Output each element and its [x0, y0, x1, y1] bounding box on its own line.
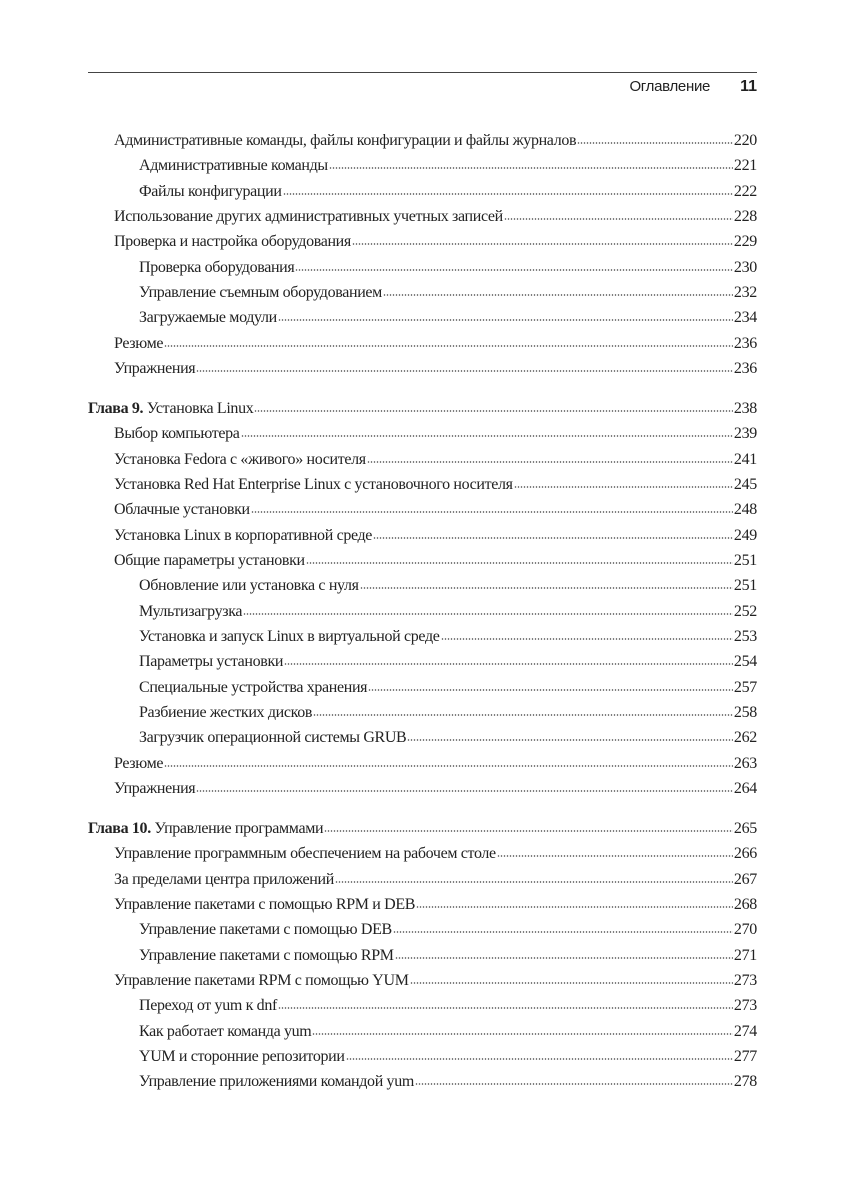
toc-entry[interactable]	[88, 675, 757, 700]
entry-label	[114, 204, 503, 229]
header-rule	[88, 72, 757, 73]
entry-title: Установка Linux в корпоративной среде	[114, 526, 373, 544]
dot-leader	[415, 1083, 733, 1085]
entry-title: Выбор компьютера	[114, 425, 240, 443]
toc-entry[interactable]	[88, 649, 757, 674]
entry-page: 251	[733, 552, 757, 569]
entry-title: YUM и сторонние репозитории	[139, 1048, 345, 1066]
entry-label	[88, 816, 323, 841]
dot-leader	[395, 957, 733, 959]
entry-title: Управление приложениями командой yum	[139, 1073, 414, 1091]
entry-page: 221	[733, 157, 757, 175]
entry-label	[139, 917, 392, 942]
entry-title: Управление съемным оборудованием	[139, 284, 382, 302]
entry-page: 230	[733, 258, 757, 276]
toc-entry[interactable]	[88, 1069, 757, 1094]
entry-label	[114, 421, 240, 446]
entry-page: 254	[733, 653, 757, 671]
entry-label	[139, 1069, 414, 1094]
dot-leader	[306, 562, 733, 564]
dot-leader	[352, 243, 733, 245]
dot-leader	[284, 663, 733, 665]
toc-entry[interactable]	[88, 917, 757, 942]
toc-entry[interactable]	[88, 255, 757, 280]
toc-entry[interactable]	[88, 968, 757, 993]
dot-leader	[577, 142, 733, 144]
entry-label	[139, 255, 294, 280]
dot-leader	[410, 982, 733, 984]
entry-title: Управление пакетами с помощью RPM и DEB	[114, 895, 416, 913]
entry-title: Использование других административных учетных записей	[114, 208, 503, 226]
chapter-number: Глава 9.	[88, 399, 144, 417]
entry-page: 232	[733, 284, 757, 302]
entry-page: 267	[733, 870, 757, 888]
entry-title: Разбиение жестких дисков	[139, 704, 313, 722]
toc-entry[interactable]	[88, 179, 757, 204]
entry-title: Как работает команда yum	[139, 1022, 312, 1040]
dot-leader	[243, 613, 733, 615]
entry-page: 262	[733, 729, 757, 747]
entry-title: За пределами центра приложений	[114, 870, 334, 888]
entry-title: Управление пакетами RPM с помощью YUM	[114, 972, 409, 989]
entry-title: Административные команды	[139, 157, 328, 175]
entry-page: 228	[733, 208, 757, 226]
entry-title: Переход от yum к dnf	[139, 997, 277, 1015]
toc-entry[interactable]	[88, 523, 757, 548]
toc-entry[interactable]	[88, 153, 757, 178]
entry-page: 273	[733, 997, 757, 1015]
entry-label	[139, 179, 282, 204]
entry-label	[114, 892, 415, 917]
dot-leader	[416, 906, 733, 908]
entry-page: 265	[733, 819, 757, 837]
dot-leader	[393, 931, 733, 933]
entry-page: 222	[733, 182, 757, 200]
entry-label	[139, 725, 406, 750]
entry-page: 264	[733, 780, 757, 798]
dot-leader	[497, 855, 733, 857]
dot-leader	[283, 193, 733, 195]
entry-label	[114, 776, 195, 801]
entry-title: Резюме	[114, 754, 164, 772]
toc-entry[interactable]	[88, 700, 757, 725]
toc-entry[interactable]	[88, 841, 757, 866]
section-title: Оглавление	[629, 78, 711, 95]
entry-label	[139, 624, 440, 649]
entry-label	[114, 968, 409, 993]
entry-page: 258	[733, 704, 757, 722]
dot-leader	[278, 1007, 733, 1009]
entry-page: 239	[733, 425, 757, 443]
entry-page: 236	[733, 334, 757, 352]
entry-label	[139, 649, 283, 674]
entry-title: Установка и запуск Linux в виртуальной среде	[139, 628, 440, 646]
entry-title: Установка Linux	[146, 399, 254, 417]
toc-entry[interactable]	[88, 204, 757, 229]
entry-page: 277	[733, 1048, 757, 1066]
toc-entry[interactable]	[88, 229, 757, 254]
dot-leader	[196, 370, 733, 372]
toc-group	[88, 396, 757, 802]
entry-label	[114, 867, 334, 892]
entry-page: 270	[733, 921, 757, 939]
entry-title: Общие параметры установки	[114, 552, 305, 569]
dot-leader	[407, 739, 733, 741]
entry-title: Загрузчик операционной системы GRUB	[139, 729, 407, 747]
entry-title: Установка Fedora с «живого» носителя	[114, 450, 366, 468]
dot-leader	[164, 345, 733, 347]
entry-label	[114, 128, 576, 153]
dot-leader	[313, 714, 733, 716]
dot-leader	[346, 1058, 733, 1060]
toc-entry[interactable]	[88, 993, 757, 1018]
entry-title: Установка Red Hat Enterprise Linux с установочного носителя	[114, 475, 513, 493]
entry-page: 238	[733, 399, 757, 417]
entry-label	[114, 356, 195, 381]
dot-leader	[278, 319, 733, 321]
dot-leader	[164, 765, 733, 767]
entry-label	[114, 497, 250, 522]
entry-title: Проверка оборудования	[139, 258, 295, 276]
entry-page: 249	[733, 526, 757, 544]
entry-title: Загружаемые модули	[139, 309, 277, 327]
toc-entry[interactable]	[88, 892, 757, 917]
dot-leader	[335, 881, 733, 883]
entry-label	[114, 841, 496, 866]
chapter-number: Глава 10.	[88, 819, 151, 837]
entry-page: 241	[733, 450, 757, 468]
entry-title: Обновление или установка с нуля	[139, 577, 359, 595]
toc-group	[88, 816, 757, 1095]
entry-label	[139, 280, 382, 305]
entry-title: Административные команды, файлы конфигурации и файлы журналов	[114, 132, 577, 149]
entry-label	[139, 1019, 311, 1044]
entry-page: 271	[733, 946, 757, 964]
entry-title: Параметры установки	[139, 653, 284, 671]
entry-page: 236	[733, 360, 757, 378]
toc-entry[interactable]	[88, 548, 757, 573]
entry-title: Упражнения	[114, 780, 196, 798]
toc-entry[interactable]	[88, 497, 757, 522]
dot-leader	[383, 294, 733, 296]
entry-page: 220	[733, 132, 757, 149]
entry-label	[114, 523, 372, 548]
entry-label	[139, 700, 312, 725]
dot-leader	[504, 218, 733, 220]
dot-leader	[295, 269, 732, 271]
entry-page: 251	[733, 577, 757, 595]
entry-label	[139, 305, 277, 330]
toc-chapter-entry[interactable]	[88, 816, 757, 841]
dot-leader	[373, 537, 733, 539]
entry-page: 229	[733, 233, 757, 251]
toc-entry[interactable]	[88, 472, 757, 497]
dot-leader	[241, 435, 733, 437]
entry-title: Облачные установки	[114, 501, 250, 519]
entry-label	[139, 1044, 345, 1069]
toc-entry[interactable]	[88, 725, 757, 750]
dot-leader	[196, 790, 733, 792]
entry-page: 268	[733, 895, 757, 913]
entry-title: Мультизагрузка	[139, 602, 243, 620]
entry-page: 257	[733, 678, 757, 696]
dot-leader	[254, 410, 733, 412]
dot-leader	[251, 511, 733, 513]
entry-label	[139, 573, 359, 598]
toc-entry[interactable]	[88, 128, 757, 153]
entry-label	[114, 472, 513, 497]
entry-title: Управление программным обеспечением на рабочем столе	[114, 845, 496, 863]
dot-leader	[324, 830, 733, 832]
entry-page: 234	[733, 309, 757, 327]
toc-entry[interactable]	[88, 1044, 757, 1069]
entry-label	[88, 396, 253, 421]
toc-group	[88, 128, 757, 381]
toc-entry[interactable]	[88, 356, 757, 381]
running-header	[629, 78, 757, 96]
page-number: 11	[740, 78, 757, 95]
toc-entry[interactable]	[88, 331, 757, 356]
entry-page: 253	[733, 628, 757, 646]
entry-title: Управление пакетами с помощью RPM	[139, 946, 394, 964]
entry-label	[114, 447, 366, 472]
entry-page: 245	[733, 475, 757, 493]
entry-page: 278	[733, 1073, 757, 1091]
entry-label	[114, 331, 163, 356]
entry-label	[114, 548, 305, 573]
entry-page: 252	[733, 602, 757, 620]
entry-label	[139, 993, 277, 1018]
entry-page: 266	[733, 845, 757, 863]
dot-leader	[441, 638, 733, 640]
dot-leader	[514, 486, 733, 488]
toc-entry[interactable]	[88, 751, 757, 776]
dot-leader	[367, 461, 733, 463]
toc-entry[interactable]	[88, 305, 757, 330]
toc-entry[interactable]	[88, 447, 757, 472]
entry-title: Управление пакетами с помощью DEB	[139, 921, 392, 939]
table-of-contents	[88, 128, 757, 1109]
entry-label	[139, 599, 242, 624]
toc-entry[interactable]	[88, 867, 757, 892]
toc-entry[interactable]	[88, 624, 757, 649]
entry-page: 273	[733, 972, 757, 989]
entry-title: Специальные устройства хранения	[139, 678, 368, 696]
entry-title: Упражнения	[114, 360, 196, 378]
dot-leader	[360, 587, 733, 589]
toc-entry[interactable]	[88, 1019, 757, 1044]
entry-title: Резюме	[114, 334, 164, 352]
toc-entry[interactable]	[88, 599, 757, 624]
toc-entry[interactable]	[88, 943, 757, 968]
toc-chapter-entry[interactable]	[88, 396, 757, 421]
toc-entry[interactable]	[88, 776, 757, 801]
entry-page: 263	[733, 754, 757, 772]
entry-page: 274	[733, 1022, 757, 1040]
entry-label	[139, 153, 328, 178]
toc-entry[interactable]	[88, 573, 757, 598]
entry-title: Проверка и настройка оборудования	[114, 233, 351, 251]
entry-title: Файлы конфигурации	[139, 182, 282, 200]
entry-label	[139, 943, 394, 968]
entry-label	[114, 229, 351, 254]
entry-title: Управление программами	[154, 819, 324, 837]
entry-label	[139, 675, 367, 700]
dot-leader	[329, 167, 733, 169]
entry-label	[114, 751, 163, 776]
entry-page: 248	[733, 501, 757, 519]
toc-entry[interactable]	[88, 421, 757, 446]
toc-entry[interactable]	[88, 280, 757, 305]
dot-leader	[312, 1033, 733, 1035]
dot-leader	[368, 689, 733, 691]
